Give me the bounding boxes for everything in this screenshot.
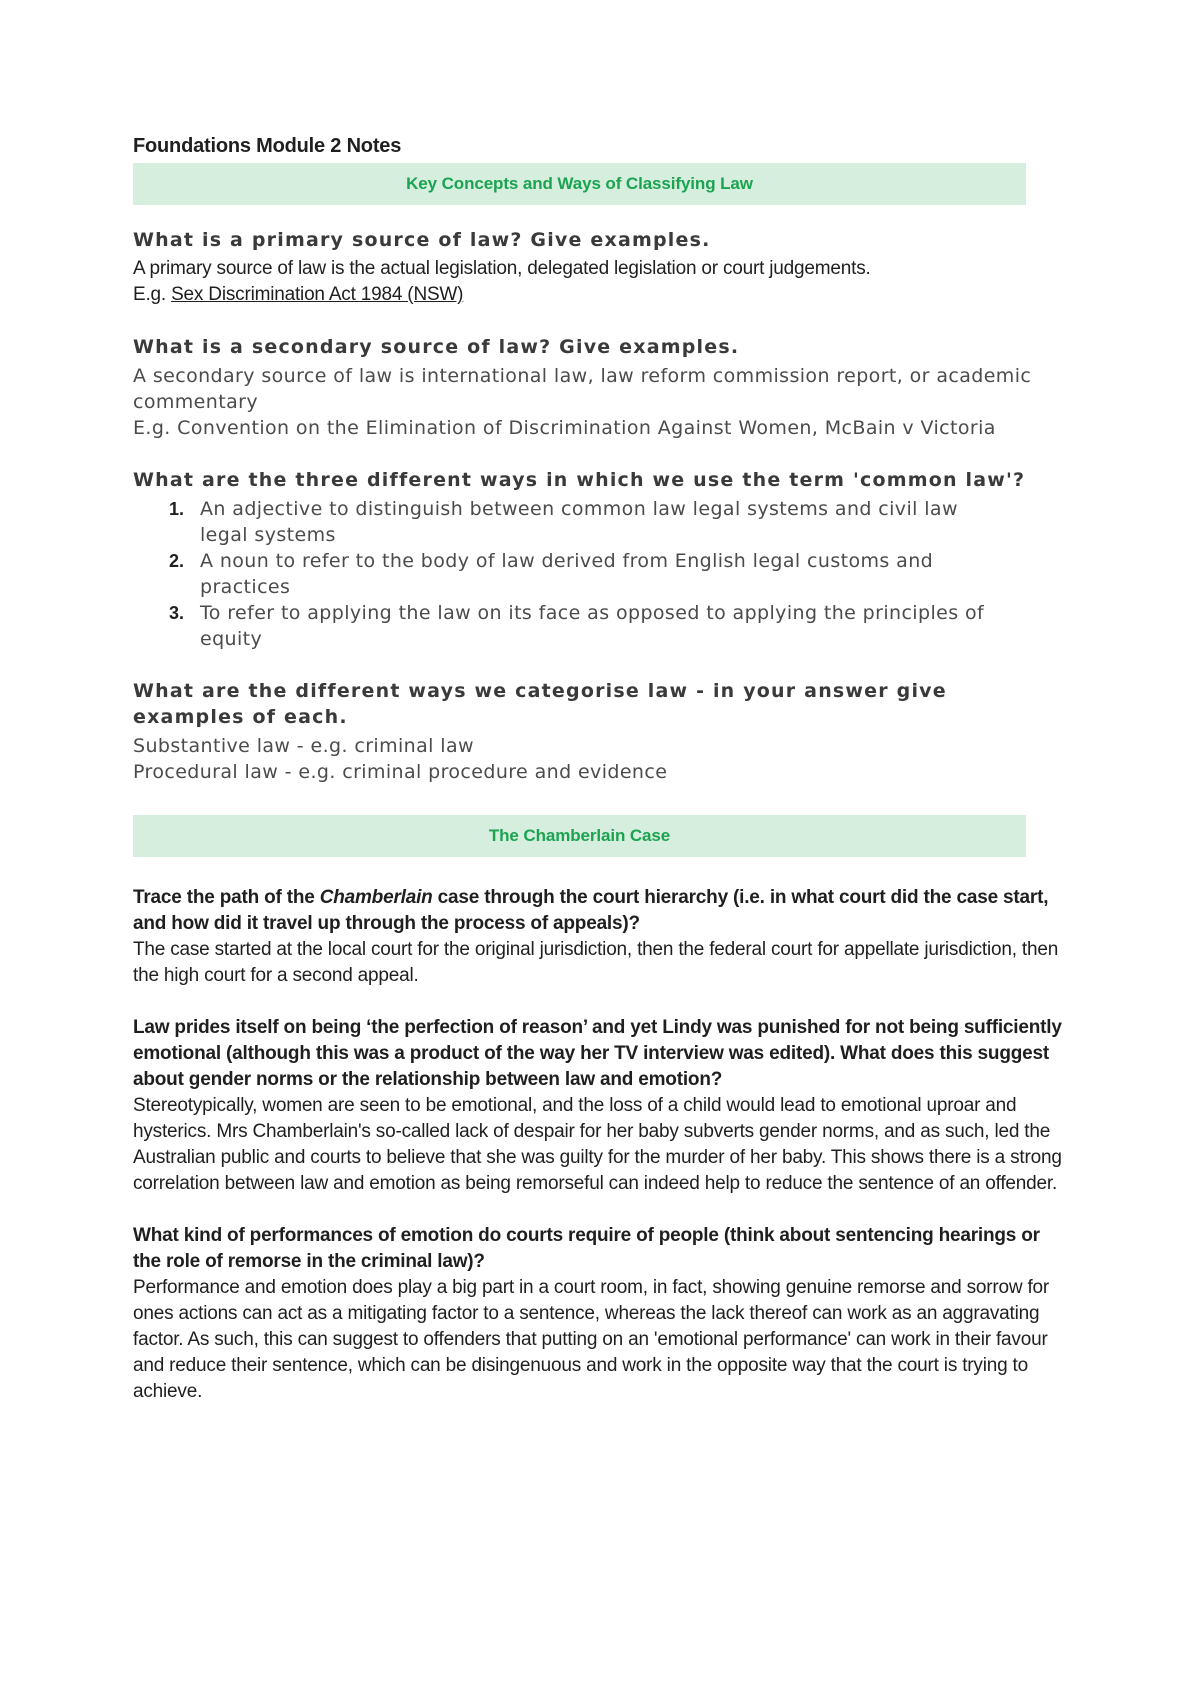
list-item-text: A noun to refer to the body of law derived from English legal customs and practices: [200, 550, 934, 598]
qa-block-court-hierarchy: [133, 885, 1065, 989]
qa-block-primary-source: [133, 227, 1065, 308]
qa-block-secondary-source: [133, 334, 1065, 441]
question-performances-of-emotion: What kind of performances of emotion do courts require of people (think about sentencing hearings or the role of remorse in the criminal law)?: [133, 1225, 1040, 1272]
common-law-ways-list: [169, 496, 1065, 652]
question-primary-source: What is a primary source of law? Give examples.: [133, 229, 711, 251]
section-banner-label: The Chamberlain Case: [488, 826, 671, 845]
answer-primary-source: A primary source of law is the actual legislation, delegated legislation or court judgements.: [133, 258, 871, 279]
qa-block-law-and-emotion: [133, 1015, 1065, 1197]
answer-procedural-law: Procedural law - e.g. criminal procedure and evidence: [133, 761, 668, 783]
question-secondary-source: What is a secondary source of law? Give examples.: [133, 336, 740, 358]
list-item-number: 1.: [169, 499, 185, 519]
act-reference: Sex Discrimination Act 1984 (NSW): [171, 284, 464, 305]
answer-law-and-emotion: Stereotypically, women are seen to be emotional, and the loss of a child would lead to emotional uproar and hysterics. Mrs Chamberlain's so-called lack of despair for her baby subverts gender norms, and as such, led the Australian public and courts to believe that she was guilty for the murder of her baby. This shows there is a strong correlation between law and emotion as being remorseful can indeed help to reduce the sentence of an offender.: [133, 1095, 1062, 1194]
answer-court-hierarchy: The case started at the local court for the original jurisdiction, then the federal court for appellate jurisdiction, then the high court for a second appeal.: [133, 939, 1059, 986]
section-banner-chamberlain-case: [133, 815, 1026, 857]
question-text-part2: case through the court hierarchy (i.e. in what court did the case start, and how did it travel up through the process of appeals)?: [133, 887, 1049, 934]
qa-block-common-law-term: [133, 467, 1065, 652]
qa-block-categorise-law: [133, 678, 1065, 785]
section-banner-key-concepts: [133, 163, 1026, 205]
list-item-number: 3.: [169, 603, 185, 623]
example-prefix: E.g.: [133, 284, 172, 305]
answer-secondary-source: A secondary source of law is international law, law reform commission report, or academic commentary: [133, 365, 1032, 413]
question-common-law-term: What are the three different ways in which we use the term 'common law'?: [133, 469, 1026, 491]
list-item: [169, 496, 1065, 548]
case-name-italic: Chamberlain: [319, 887, 433, 908]
question-categorise-law: What are the different ways we categorise law - in your answer give examples of each.: [133, 680, 947, 728]
list-item-number: 2.: [169, 551, 185, 571]
list-item: [169, 600, 1065, 652]
qa-block-performances-of-emotion: [133, 1223, 1065, 1405]
question-law-and-emotion: Law prides itself on being ‘the perfection of reason’ and yet Lindy was punished for not being sufficiently emotional (although this was a product of the way her TV interview was edited). What does this suggest about gender norms or the relationship between law and emotion?: [133, 1017, 1062, 1090]
list-item-text: To refer to applying the law on its face as opposed to applying the principles of equity: [200, 602, 985, 650]
page-title: Foundations Module 2 Notes: [133, 135, 402, 157]
example-primary-source: [133, 282, 1065, 308]
list-item: [169, 548, 1065, 600]
question-text-part1: Trace the path of the: [133, 887, 320, 908]
example-secondary-source: E.g. Convention on the Elimination of Discrimination Against Women, McBain v Victoria: [133, 417, 996, 439]
answer-performances-of-emotion: Performance and emotion does play a big part in a court room, in fact, showing genuine remorse and sorrow for ones actions can act as a mitigating factor to a sentence, whereas the lack thereof can work as an aggravating factor. As such, this can suggest to offenders that putting on an 'emotional performance' can work in their favour and reduce their sentence, which can be disingenuous and work in the opposite way that the court is trying to achieve.: [133, 1277, 1050, 1402]
list-item-text: An adjective to distinguish between common law legal systems and civil law legal systems: [200, 498, 958, 546]
answer-substantive-law: Substantive law - e.g. criminal law: [133, 735, 474, 757]
section-banner-label: Key Concepts and Ways of Classifying Law: [406, 174, 753, 193]
question-court-hierarchy: [133, 885, 1065, 937]
